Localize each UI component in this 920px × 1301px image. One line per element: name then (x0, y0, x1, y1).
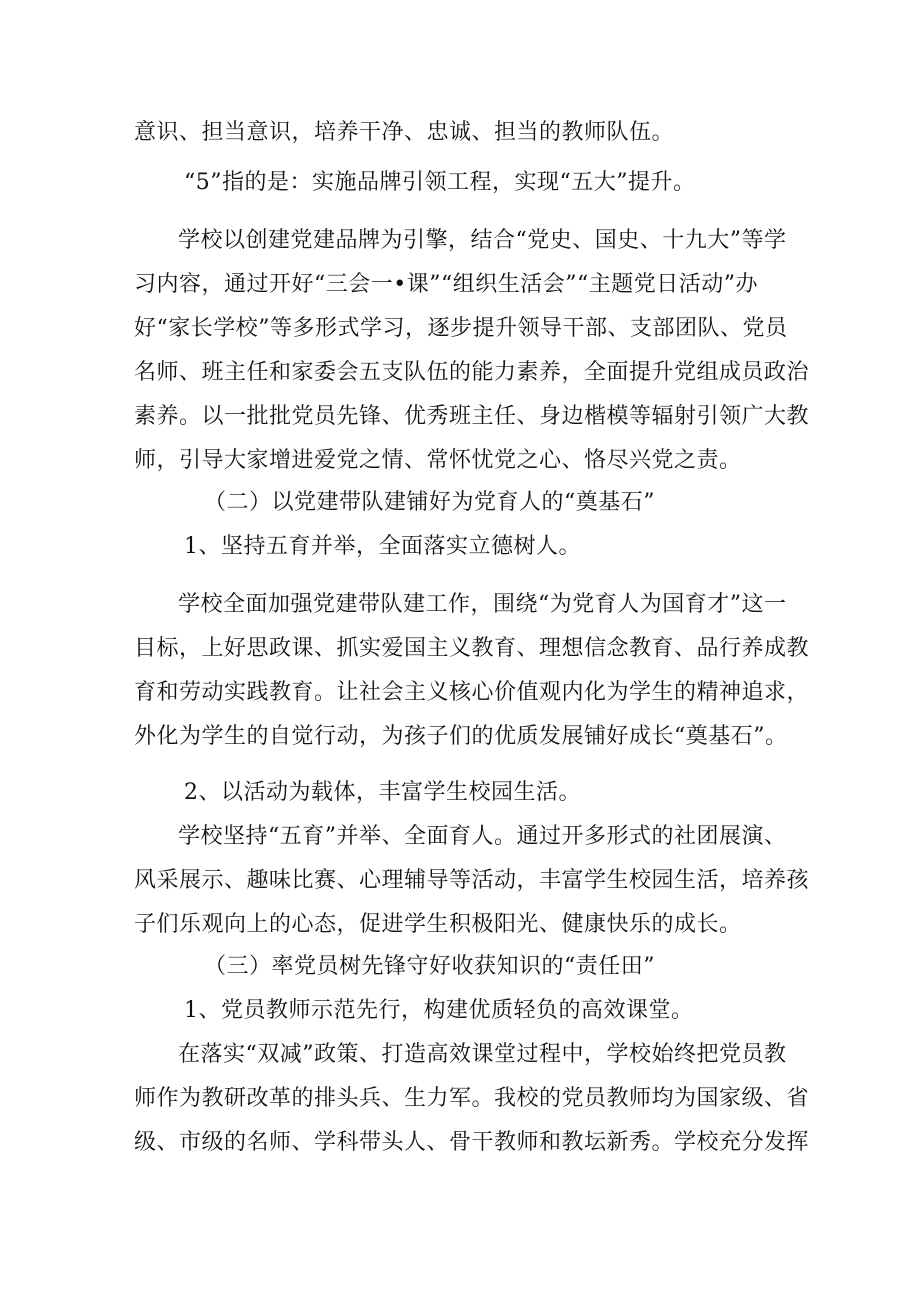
paragraph-line: “5”指的是：实施品牌引领工程，实现“五大”提升。 (184, 170, 696, 195)
paragraph-line: 名师、班主任和家委会五支队伍的能力素养，全面提升党组成员政治 (134, 360, 810, 385)
paragraph-line: 风采展示、趣味比赛、心理辅导等活动，丰富学生校园生活，培养孩 (134, 868, 810, 893)
subsection-heading: 1、坚持五育并举，全面落实立德树人。 (184, 534, 581, 559)
paragraph-line: 学校全面加强党建带队建工作，围绕“为党育人为国育才”这一 (178, 592, 787, 617)
subsection-heading: 2、以活动为载体，丰富学生校园生活。 (184, 780, 581, 805)
paragraph-line: 在落实“双减”政策、打造高效课堂过程中，学校始终把党员教 (178, 1042, 787, 1067)
paragraph-line: 学校坚持“五育”并举、全面育人。通过开多形式的社团展演、 (178, 824, 787, 849)
paragraph-line: 意识、担当意识，培养干净、忠诚、担当的教师队伍。 (134, 120, 675, 145)
paragraph-line: 素养。以一批批党员先锋、优秀班主任、身边楷模等辐射引领广大教 (134, 404, 810, 429)
paragraph-line: 子们乐观向上的心态，促进学生积极阳光、健康快乐的成长。 (134, 912, 742, 937)
paragraph-line: 好“家长学校”等多形式学习，逐步提升领导干部、支部团队、党员 (134, 316, 788, 341)
section-heading: （二）以党建带队建铺好为党育人的“奠基石” (204, 490, 655, 515)
paragraph-line: 外化为学生的自觉行动，为孩子们的优质发展铺好成长“奠基石”。 (134, 724, 788, 749)
paragraph-line: 师作为教研改革的排头兵、生力军。我校的党员教师均为国家级、省 (134, 1086, 810, 1111)
paragraph-line: 学校以创建党建品牌为引擎，结合“党史、国史、十九大”等学 (178, 228, 787, 253)
section-heading: （三）率党员树先锋守好收获知识的“责任田” (204, 954, 655, 979)
paragraph-line: 习内容，通过开好“三会一•课”“组织生活会”“主题党日活动”办 (134, 272, 758, 297)
paragraph-line: 目标，上好思政课、抓实爱国主义教育、理想信念教育、品行养成教 (134, 636, 810, 661)
paragraph-line: 师，引导大家增进爱党之情、常怀忧党之心、恪尽兴党之责。 (134, 448, 742, 473)
subsection-heading: 1、党员教师示范先行，构建优质轻负的高效课堂。 (184, 998, 694, 1023)
paragraph-line: 级、市级的名师、学科带头人、骨干教师和教坛新秀。学校充分发挥 (134, 1130, 810, 1155)
paragraph-line: 育和劳动实践教育。让社会主义核心价值观内化为学生的精神追求， (134, 680, 810, 705)
